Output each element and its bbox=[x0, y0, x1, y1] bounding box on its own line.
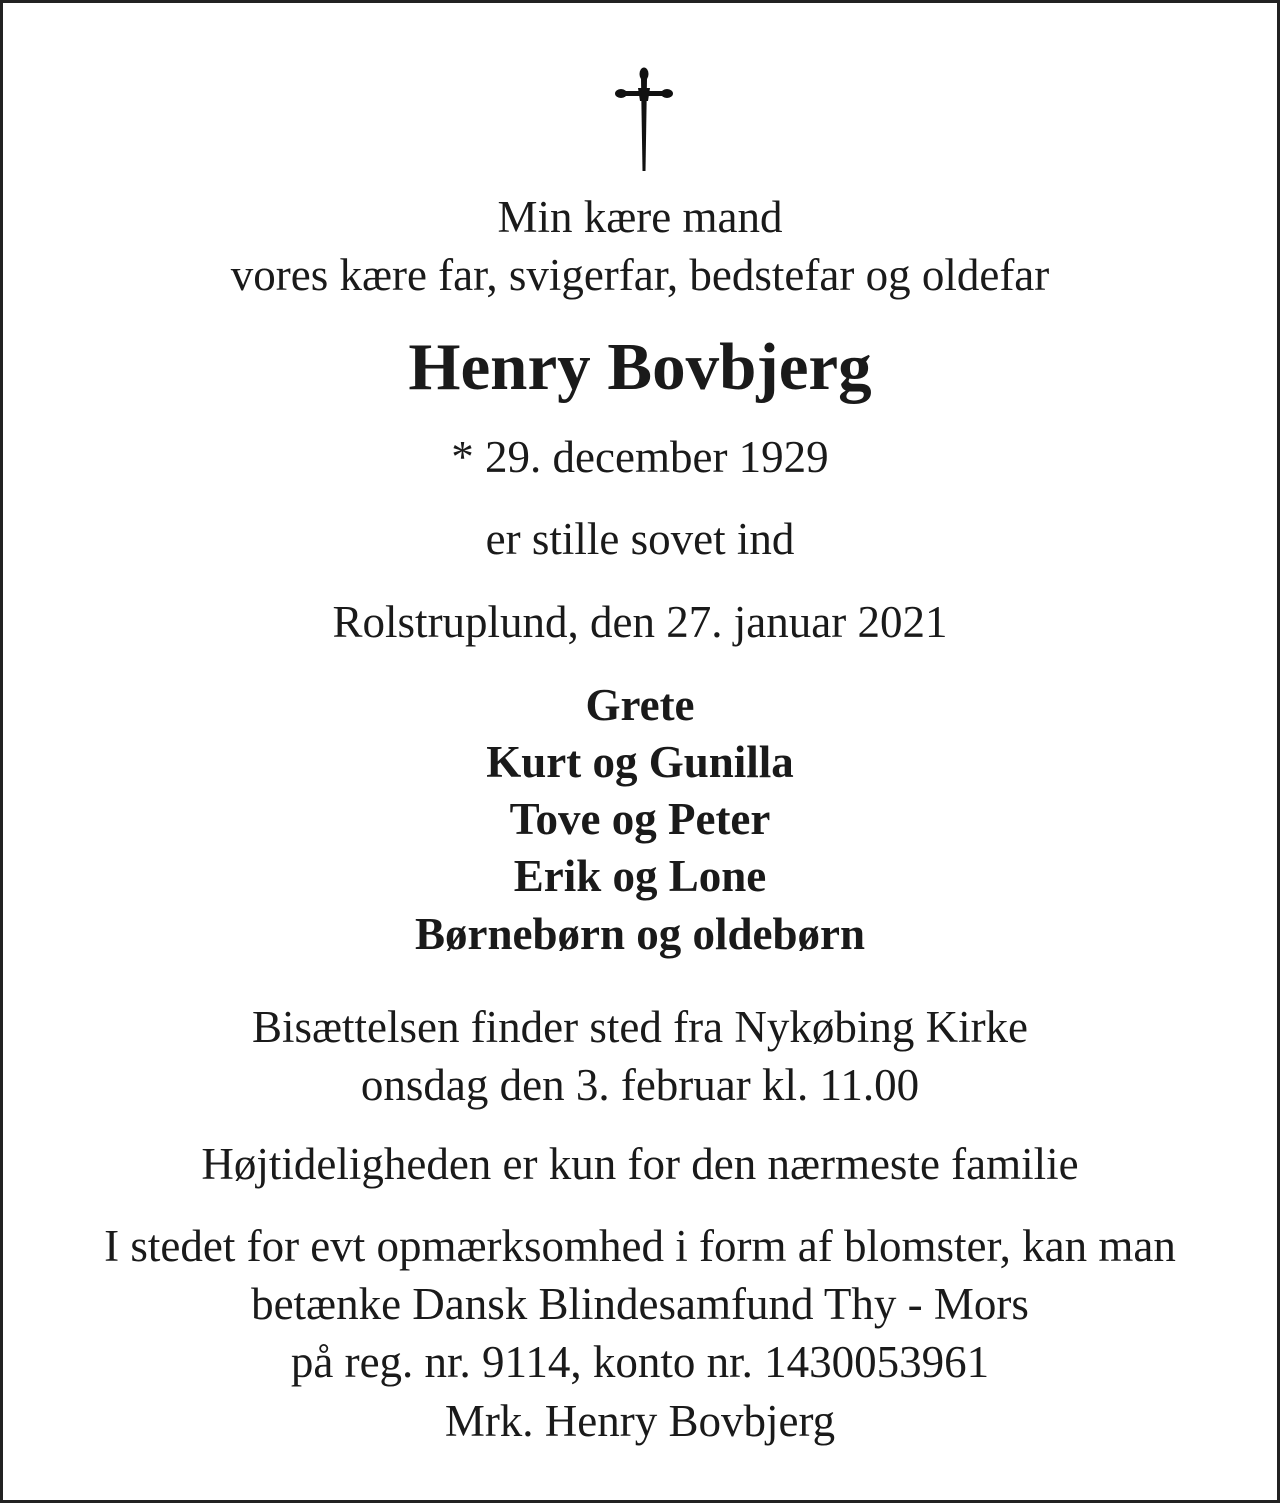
intro-line-1: Min kære mand bbox=[497, 192, 783, 242]
birth-date: * 29. december 1929 bbox=[451, 432, 829, 482]
donation-account: på reg. nr. 9114, konto nr. 1430053961 bbox=[290, 1337, 990, 1387]
passing-place-date: Rolstruplund, den 27. januar 2021 bbox=[332, 597, 948, 647]
mourner-name: Kurt og Gunilla bbox=[486, 737, 794, 787]
funeral-location: Bisættelsen finder sted fra Nykøbing Kirke bbox=[251, 1002, 1029, 1052]
donation-line-2: betænke Dansk Blindesamfund Thy - Mors bbox=[251, 1279, 1029, 1329]
latin-cross-icon bbox=[615, 67, 673, 171]
funeral-note: Højtideligheden er kun for den nærmeste familie bbox=[201, 1139, 1079, 1189]
mourner-name: Børnebørn og oldebørn bbox=[414, 909, 866, 959]
donation-line-1: I stedet for evt opmærksomhed i form af blomster, kan man bbox=[104, 1221, 1176, 1271]
deceased-name: Henry Bovbjerg bbox=[408, 330, 872, 404]
mourner-name: Erik og Lone bbox=[513, 851, 767, 901]
mourner-name: Grete bbox=[585, 680, 695, 730]
mourner-name: Tove og Peter bbox=[509, 794, 771, 844]
funeral-time: onsdag den 3. februar kl. 11.00 bbox=[360, 1060, 920, 1110]
donation-reference: Mrk. Henry Bovbjerg bbox=[444, 1396, 836, 1446]
passing-text: er stille sovet ind bbox=[485, 514, 795, 564]
intro-line-2: vores kære far, svigerfar, bedstefar og oldefar bbox=[230, 250, 1050, 300]
